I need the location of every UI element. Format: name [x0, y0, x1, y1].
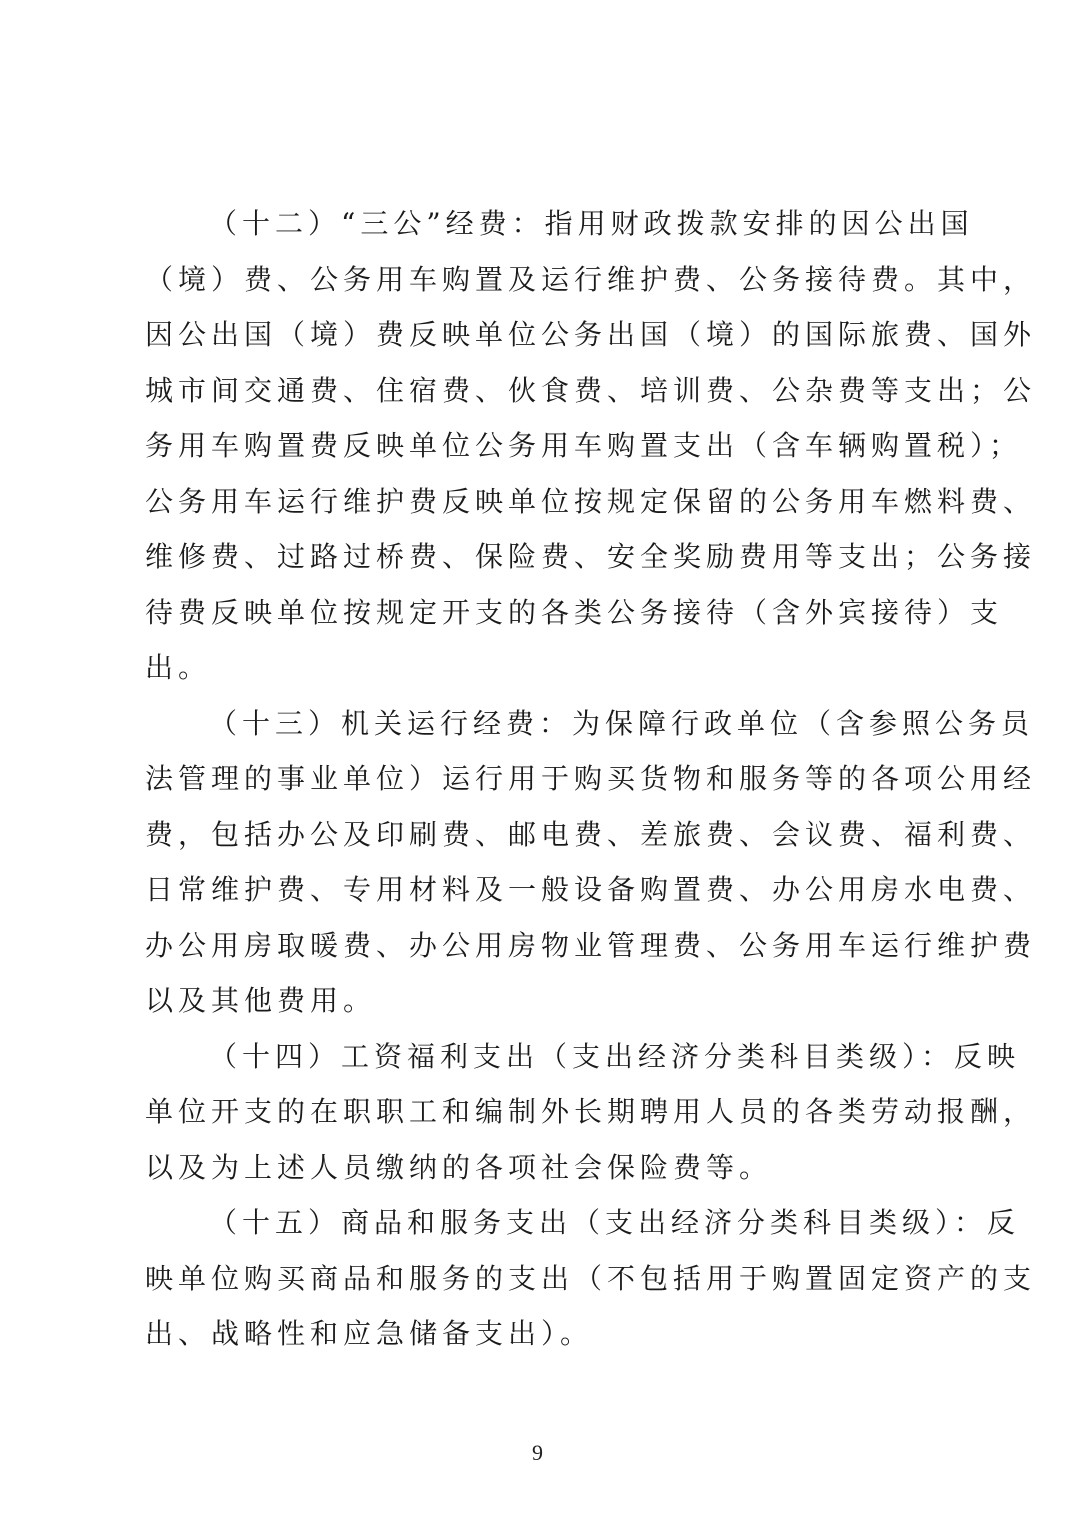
paragraph-2-line-5: 办公用房取暖费、办公用房物业管理费、公务用车运行维护费	[145, 928, 1037, 962]
paragraph-2-line-4: 日常维护费、专用材料及一般设备购置费、办公用房水电费、	[145, 873, 1037, 906]
page-number: 9	[532, 1440, 543, 1465]
paragraph-2-line-3: 费，包括办公及印刷费、邮电费、差旅费、会议费、福利费、	[145, 817, 1037, 851]
paragraph-2-line-2: 法管理的事业单位）运行用于购买货物和服务等的各项公用经	[145, 762, 1037, 795]
paragraph-3-line-2: 单位开支的在职职工和编制外长期聘用人员的各类劳动报酬，	[145, 1095, 1037, 1128]
paragraph-3-line-3: 以及为上述人员缴纳的各项社会保险费等。	[145, 1150, 773, 1184]
paragraph-1-line-6: 公务用车运行维护费反映单位按规定保留的公务用车燃料费、	[145, 484, 1037, 518]
paragraph-2-line-6: 以及其他费用。	[145, 984, 377, 1017]
paragraph-3-line-1: （十四）工资福利支出（支出经济分类科目类级）：反映	[209, 1039, 1021, 1073]
paragraph-1-line-5: 务用车购置费反映单位公务用车购置支出（含车辆购置税）；	[145, 429, 1023, 462]
paragraph-1-line-7: 维修费、过路过桥费、保险费、安全奖励费用等支出；公务接	[145, 540, 1037, 573]
paragraph-2-line-1: （十三）机关运行经费：为保障行政单位（含参照公务员	[209, 706, 1035, 740]
paragraph-1-line-9: 出。	[145, 651, 212, 684]
paragraph-1-line-4: 城市间交通费、住宿费、伙食费、培训费、公杂费等支出；公	[145, 373, 1037, 407]
paragraph-1-line-1: （十二）“三公”经费：指用财政拨款安排的因公出国	[209, 207, 974, 240]
paragraph-4-line-3: 出、战略性和应急储备支出）。	[145, 1317, 594, 1350]
paragraph-1-line-3: 因公出国（境）费反映单位公务出国（境）的国际旅费、国外	[145, 318, 1037, 351]
paragraph-1-line-2: （境）费、公务用车购置及运行维护费、公务接待费。其中，	[145, 262, 1037, 296]
body-text	[145, 196, 1037, 1362]
paragraph-4-line-1: （十五）商品和服务支出（支出经济分类科目类级）：反	[209, 1206, 1021, 1239]
paragraph-4-line-2: 映单位购买商品和服务的支出（不包括用于购置固定资产的支	[145, 1261, 1037, 1295]
paragraph-1-line-8: 待费反映单位按规定开支的各类公务接待（含外宾接待）支	[145, 595, 1004, 629]
